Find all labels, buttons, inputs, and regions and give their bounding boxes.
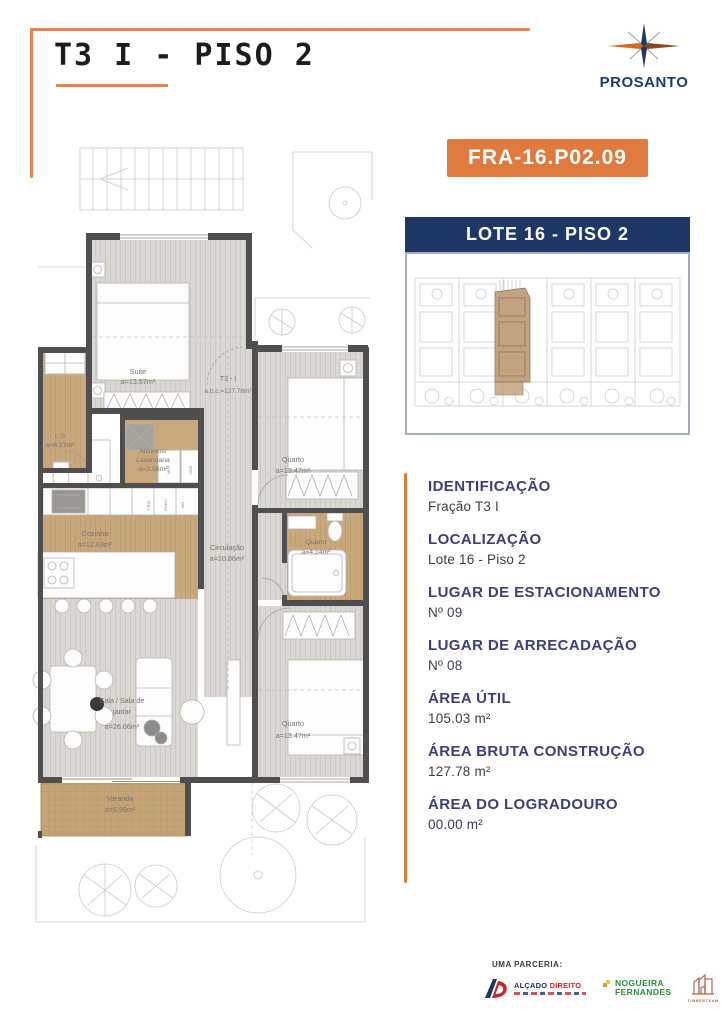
label-sala-2: jantar <box>113 707 131 716</box>
label-cozinha-area: a=12.63m² <box>77 540 113 549</box>
fraction-code-badge: FRA-16.P02.09 <box>447 139 648 177</box>
info-value: Nº 08 <box>428 658 463 673</box>
info-item-localizacao <box>428 531 698 567</box>
label-is-area: a=6.27m² <box>45 442 75 449</box>
brand-logo <box>596 22 692 91</box>
label-suite-area: a=13.57m² <box>120 377 156 386</box>
frame-top-line <box>30 28 530 31</box>
label-forn: FORN <box>163 499 168 511</box>
info-value: Fração T3 I <box>428 499 499 514</box>
floor-plan <box>0 130 410 960</box>
label-mlr: MLR <box>166 465 171 475</box>
lote-banner: LOTE 16 - PISO 2 <box>405 217 690 252</box>
alcado-direito-wordmark <box>514 981 586 995</box>
timberteam-wordmark: TIMBERTEAM <box>687 999 719 1003</box>
nogueira-fernandes-wordmark <box>615 979 672 997</box>
site-map-highlighted-unit <box>495 280 530 395</box>
title-underline <box>56 84 168 87</box>
info-label: IDENTIFICAÇÃO <box>428 478 551 495</box>
info-label: ÁREA BRUTA CONSTRUÇÃO <box>428 743 646 760</box>
compass-star-icon <box>596 22 692 68</box>
page-title: T3 I - PISO 2 <box>54 38 315 73</box>
brand-name: PROSANTO <box>599 74 689 91</box>
timberteam-icon <box>690 972 716 998</box>
label-circulacao-area: a=10.86m² <box>209 554 245 563</box>
alcado-direito-tagline <box>514 992 586 995</box>
label-is: I. S <box>54 433 66 440</box>
label-unit-area: a.b.c.=127.78m² <box>204 388 252 395</box>
info-label: ÁREA ÚTIL <box>428 690 512 707</box>
label-circulacao: Circulação <box>210 543 244 552</box>
nf-line2: FERNANDES <box>615 986 672 997</box>
label-cozinha: Cozinha <box>81 529 109 538</box>
info-value: 127.78 m² <box>428 764 491 779</box>
site-map-drawing <box>407 254 688 433</box>
label-varanda-area: a=6.99m² <box>104 805 136 814</box>
info-item-logradouro <box>428 796 698 832</box>
label-quarto1: Quarto <box>282 455 304 464</box>
info-item-identificacao <box>428 478 698 514</box>
label-quarto3-area: a=13.47m² <box>275 731 311 740</box>
label-arrumos-1: Arrumos/ <box>139 448 167 455</box>
label-sala-1: Sala / Sala de <box>99 696 145 705</box>
nf-line1: NOGUEIRA <box>615 977 665 988</box>
label-sala-area: a=26.66m² <box>104 722 140 731</box>
info-label: LUGAR DE ARRECADAÇÃO <box>428 637 638 654</box>
info-label: LOCALIZAÇÃO <box>428 531 542 548</box>
info-item-area-bruta <box>428 743 698 779</box>
label-varanda: Varanda <box>106 794 134 803</box>
info-value: 105.03 m² <box>428 711 491 726</box>
direito-word: DIREITO <box>549 980 582 990</box>
info-panel <box>428 478 698 849</box>
alcado-word: ALÇADO <box>514 980 548 990</box>
alcado-direito-icon <box>484 977 510 999</box>
label-quarto3: Quarto <box>282 719 304 728</box>
info-item-arrecadacao <box>428 637 698 673</box>
label-quarto2-area: a=4.14m² <box>301 549 331 556</box>
partnership-label: UMA PARCERIA: <box>492 960 563 969</box>
label-quarto1-area: a=13.47m² <box>275 466 311 475</box>
partner-timberteam <box>688 972 719 1003</box>
label-suite: Suite <box>129 367 147 376</box>
label-quarto2: Quarto <box>305 539 327 546</box>
label-frig: FRIG <box>146 500 151 510</box>
info-item-area-util <box>428 690 698 726</box>
partner-nogueira-fernandes <box>602 979 672 997</box>
label-mo: MO <box>180 501 185 509</box>
label-arrumos-2: Lavandaria <box>136 457 170 464</box>
label-arrumos-area: a=3.96m² <box>138 466 168 473</box>
label-msr: MSR <box>188 465 193 475</box>
info-value: Nº 09 <box>428 605 463 620</box>
label-unit: T3 - I <box>219 376 237 383</box>
info-value: 00.00 m² <box>428 817 483 832</box>
info-item-estacionamento <box>428 584 698 620</box>
nogueira-fernandes-icon <box>602 979 612 989</box>
partners-row <box>484 972 719 1003</box>
partner-alcado-direito <box>484 977 586 999</box>
site-map <box>405 252 690 435</box>
info-label: ÁREA DO LOGRADOURO <box>428 796 618 813</box>
info-label: LUGAR DE ESTACIONAMENTO <box>428 584 661 601</box>
info-value: Lote 16 - Piso 2 <box>428 552 526 567</box>
